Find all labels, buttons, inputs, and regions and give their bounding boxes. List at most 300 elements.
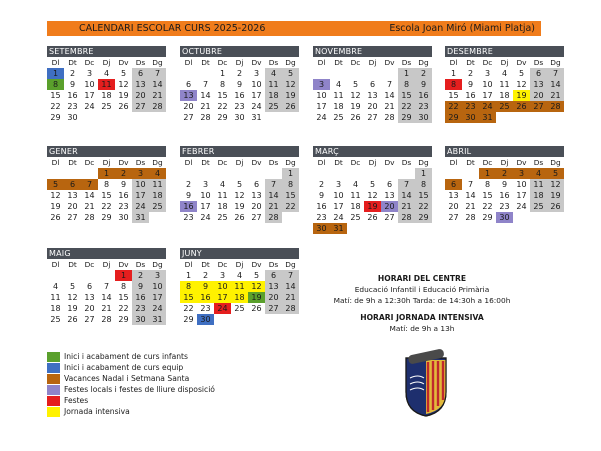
day-cell: 29 — [445, 112, 462, 123]
day-cell: 22 — [482, 202, 493, 211]
day-cell: 27 — [448, 213, 459, 222]
day-cell: 22 — [101, 202, 112, 211]
day-cell: 17 — [251, 91, 262, 100]
weekday-label: Dg — [152, 158, 163, 167]
day-cell: 3 — [253, 69, 260, 78]
day-cell: 19 — [364, 201, 381, 212]
day-cell: 12 — [516, 80, 527, 89]
weekday-label: Dl — [449, 58, 458, 67]
day-cell: 23 — [200, 304, 211, 313]
day-cell: 21 — [547, 90, 564, 101]
weekday-label: Dj — [102, 260, 111, 269]
day-cell: 22 — [282, 201, 299, 212]
weekday-header — [180, 57, 299, 68]
week-row — [445, 101, 564, 112]
month-octubre — [180, 46, 299, 123]
day-cell: 19 — [67, 304, 78, 313]
day-cell: 2 — [415, 68, 432, 79]
day-cell: 15 — [217, 91, 228, 100]
week-row — [47, 179, 166, 190]
day-cell: 22 — [217, 102, 228, 111]
weekday-label: Dg — [418, 158, 429, 167]
day-cell: 10 — [149, 281, 166, 292]
week-row — [180, 201, 299, 212]
day-cell: 25 — [350, 213, 361, 222]
weekday-label: Dv — [384, 58, 395, 67]
weekday-label: Dv — [251, 58, 262, 67]
day-cell: 20 — [530, 90, 547, 101]
day-cell: 8 — [398, 79, 415, 90]
day-cell: 15 — [398, 90, 415, 101]
week-row — [180, 281, 299, 292]
week-row — [445, 201, 564, 212]
weekday-label: Ds — [401, 158, 412, 167]
day-cell: 22 — [118, 304, 129, 313]
weekday-header — [445, 57, 564, 68]
day-cell: 13 — [180, 90, 197, 101]
week-row — [313, 223, 432, 234]
day-cell: 1 — [98, 168, 115, 179]
day-cell: 5 — [369, 180, 376, 189]
day-cell: 5 — [47, 179, 64, 190]
day-cell: 8 — [415, 179, 432, 190]
day-cell: 4 — [530, 168, 547, 179]
day-cell: 31 — [330, 223, 347, 234]
day-cell: 4 — [149, 168, 166, 179]
horari-line-2: Matí: de 9h a 12:30h Tarda: de 14:30h a 16:00h — [333, 296, 511, 305]
day-cell: 27 — [530, 101, 547, 112]
day-cell: 4 — [265, 68, 282, 79]
day-cell: 8 — [282, 179, 299, 190]
day-cell: 14 — [200, 91, 211, 100]
day-cell: 25 — [496, 101, 513, 112]
day-cell: 3 — [219, 271, 226, 280]
weekday-label: Dj — [368, 158, 377, 167]
day-cell: 16 — [316, 202, 327, 211]
day-cell: 13 — [384, 191, 395, 200]
day-cell: 20 — [448, 202, 459, 211]
month-febrer — [180, 146, 299, 223]
legend-swatch — [47, 352, 60, 362]
weekday-label: Dt — [68, 158, 77, 167]
day-cell: 15 — [415, 190, 432, 201]
weekday-label: Dt — [466, 158, 475, 167]
day-cell: 9 — [197, 281, 214, 292]
day-cell: 28 — [200, 113, 211, 122]
day-cell: 15 — [101, 191, 112, 200]
month-juny — [180, 248, 299, 325]
day-cell: 29 — [415, 212, 432, 223]
legend-swatch — [47, 374, 60, 384]
day-cell: 23 — [67, 102, 78, 111]
day-cell: 1 — [398, 68, 415, 79]
day-cell: 10 — [516, 180, 527, 189]
day-cell: 28 — [547, 101, 564, 112]
weekday-label: Dj — [235, 58, 244, 67]
day-cell: 10 — [214, 281, 231, 292]
day-cell: 19 — [513, 90, 530, 101]
school-shield-logo — [402, 348, 450, 418]
day-cell: 21 — [398, 201, 415, 212]
day-cell: 27 — [183, 113, 194, 122]
weekday-header — [47, 259, 166, 270]
day-cell: 10 — [84, 80, 95, 89]
day-cell: 14 — [282, 281, 299, 292]
day-cell: 26 — [350, 113, 361, 122]
day-cell: 17 — [84, 91, 95, 100]
day-cell: 13 — [448, 191, 459, 200]
day-cell: 20 — [251, 202, 262, 211]
horari-title: HORARI DEL CENTRE — [377, 274, 467, 283]
day-cell: 10 — [482, 80, 493, 89]
week-row — [313, 212, 432, 223]
day-cell: 9 — [69, 80, 76, 89]
day-cell: 8 — [120, 282, 127, 291]
day-cell: 30 — [132, 314, 149, 325]
day-cell: 10 — [316, 91, 327, 100]
day-cell: 1 — [115, 270, 132, 281]
day-cell: 4 — [52, 282, 59, 291]
week-row — [47, 314, 166, 325]
day-cell: 15 — [118, 293, 129, 302]
legend-label: Inici i acabament de curs infants — [64, 352, 188, 361]
weekday-label: Dl — [184, 260, 193, 269]
day-cell: 20 — [183, 102, 194, 111]
day-cell: 15 — [180, 292, 197, 303]
day-cell: 10 — [251, 80, 262, 89]
horari-intensiva-title: HORARI JORNADA INTENSIVA — [360, 313, 484, 322]
weekday-header — [47, 157, 166, 168]
day-cell: 13 — [67, 191, 78, 200]
weekday-label: Ds — [268, 158, 279, 167]
day-cell: 22 — [50, 102, 61, 111]
day-cell: 31 — [132, 212, 149, 223]
day-cell: 3 — [484, 69, 491, 78]
day-cell: 27 — [251, 213, 262, 222]
month-name: MAIG — [47, 248, 166, 259]
month-name: OCTUBRE — [180, 46, 299, 57]
day-cell: 27 — [84, 315, 95, 324]
weekday-label: Dj — [500, 158, 509, 167]
day-cell: 22 — [183, 304, 194, 313]
weekday-label: Dl — [184, 58, 193, 67]
day-cell: 9 — [120, 180, 127, 189]
legend — [47, 351, 215, 417]
week-row — [445, 179, 564, 190]
day-cell: 24 — [516, 202, 527, 211]
legend-label: Vacances Nadal i Setmana Santa — [64, 374, 190, 383]
day-cell: 4 — [103, 69, 110, 78]
day-cell: 18 — [231, 292, 248, 303]
week-row — [180, 292, 299, 303]
day-cell: 22 — [445, 101, 462, 112]
day-cell: 19 — [350, 102, 361, 111]
day-cell: 23 — [118, 202, 129, 211]
weekday-label: Ds — [533, 158, 544, 167]
day-cell: 16 — [465, 91, 476, 100]
day-cell: 11 — [350, 191, 361, 200]
day-cell: 28 — [398, 212, 415, 223]
weekday-label: Dc — [350, 58, 361, 67]
day-cell: 1 — [282, 168, 299, 179]
day-cell: 17 — [333, 202, 344, 211]
day-cell: 25 — [265, 101, 282, 112]
day-cell: 13 — [84, 293, 95, 302]
day-cell: 8 — [445, 79, 462, 90]
day-cell: 6 — [132, 68, 149, 79]
weekday-label: Dc — [482, 58, 493, 67]
day-cell: 14 — [384, 91, 395, 100]
day-cell: 30 — [496, 212, 513, 223]
day-cell: 30 — [234, 113, 245, 122]
day-cell: 6 — [386, 180, 393, 189]
day-cell: 18 — [149, 190, 166, 201]
day-cell: 4 — [352, 180, 359, 189]
week-row — [47, 79, 166, 90]
day-cell: 7 — [265, 179, 282, 190]
day-cell: 13 — [265, 281, 282, 292]
week-row — [47, 270, 166, 281]
day-cell: 24 — [84, 102, 95, 111]
day-cell: 24 — [333, 213, 344, 222]
week-row — [47, 101, 166, 112]
day-cell: 19 — [547, 190, 564, 201]
day-cell: 14 — [101, 293, 112, 302]
week-row — [180, 314, 299, 325]
weekday-label: Dv — [118, 58, 129, 67]
weekday-label: Dl — [51, 260, 60, 269]
day-cell: 19 — [282, 90, 299, 101]
weekday-header — [313, 157, 432, 168]
day-cell: 27 — [384, 213, 395, 222]
legend-item — [47, 395, 215, 406]
day-cell: 28 — [84, 213, 95, 222]
day-cell: 17 — [316, 102, 327, 111]
weekday-label: Dc — [84, 158, 95, 167]
month-maig — [47, 248, 166, 325]
day-cell: 24 — [132, 201, 149, 212]
weekday-label: Dl — [51, 158, 60, 167]
day-cell: 2 — [467, 69, 474, 78]
day-cell: 19 — [248, 292, 265, 303]
day-cell: 6 — [369, 80, 376, 89]
day-cell: 2 — [318, 180, 325, 189]
week-row — [313, 201, 432, 212]
day-cell: 30 — [67, 113, 78, 122]
day-cell: 5 — [120, 69, 127, 78]
day-cell: 15 — [282, 190, 299, 201]
day-cell: 26 — [118, 102, 129, 111]
day-cell: 30 — [118, 213, 129, 222]
weekday-label: Dv — [384, 158, 395, 167]
day-cell: 12 — [234, 191, 245, 200]
day-cell: 24 — [214, 303, 231, 314]
day-cell: 11 — [499, 80, 510, 89]
day-cell: 3 — [335, 180, 342, 189]
month-abril — [445, 146, 564, 223]
day-cell: 25 — [149, 201, 166, 212]
day-cell: 1 — [219, 69, 226, 78]
day-cell: 2 — [69, 69, 76, 78]
day-cell: 29 — [398, 112, 415, 123]
legend-item — [47, 373, 215, 384]
day-cell: 1 — [47, 68, 64, 79]
day-cell: 21 — [265, 201, 282, 212]
weekday-label: Dj — [235, 158, 244, 167]
day-cell: 6 — [530, 68, 547, 79]
day-cell: 11 — [265, 79, 282, 90]
week-row — [47, 292, 166, 303]
day-cell: 27 — [367, 113, 378, 122]
day-cell: 5 — [282, 68, 299, 79]
day-cell: 29 — [183, 315, 194, 324]
day-cell: 28 — [282, 303, 299, 314]
day-cell: 18 — [50, 304, 61, 313]
weekday-label: Dc — [482, 158, 493, 167]
day-cell: 9 — [501, 180, 508, 189]
day-cell: 14 — [149, 79, 166, 90]
week-row — [47, 90, 166, 101]
day-cell: 20 — [67, 202, 78, 211]
day-cell: 10 — [200, 191, 211, 200]
day-cell: 12 — [248, 281, 265, 292]
weekday-label: Dg — [152, 260, 163, 269]
day-cell: 25 — [101, 102, 112, 111]
month-marc — [313, 146, 432, 234]
school-name: Escola Joan Miró (Miami Platja) — [389, 23, 535, 34]
week-row — [47, 201, 166, 212]
day-cell: 7 — [467, 180, 474, 189]
weekday-label: Ds — [268, 58, 279, 67]
day-cell: 12 — [67, 293, 78, 302]
week-row — [445, 212, 564, 223]
month-name: FEBRER — [180, 146, 299, 157]
day-cell: 5 — [352, 80, 359, 89]
day-cell: 1 — [415, 168, 432, 179]
weekday-label: Dj — [102, 158, 111, 167]
day-cell: 28 — [265, 212, 282, 223]
day-cell: 27 — [67, 213, 78, 222]
week-row — [47, 212, 166, 223]
day-cell: 18 — [101, 91, 112, 100]
day-cell: 18 — [530, 190, 547, 201]
day-cell: 17 — [200, 202, 211, 211]
month-name: SETEMBRE — [47, 46, 166, 57]
week-row — [445, 68, 564, 79]
weekday-label: Dg — [550, 158, 561, 167]
legend-item — [47, 351, 215, 362]
legend-swatch — [47, 407, 60, 417]
day-cell: 5 — [253, 271, 260, 280]
horari-line-1: Educació Infantil i Educació Primària — [354, 285, 490, 294]
day-cell: 29 — [50, 113, 61, 122]
day-cell: 14 — [84, 191, 95, 200]
weekday-label: Dl — [317, 158, 326, 167]
day-cell: 30 — [415, 112, 432, 123]
day-cell: 18 — [499, 91, 510, 100]
week-row — [445, 79, 564, 90]
week-row — [180, 179, 299, 190]
day-cell: 28 — [149, 101, 166, 112]
weekday-label: Dv — [516, 158, 527, 167]
day-cell: 25 — [234, 304, 245, 313]
day-cell: 21 — [84, 202, 95, 211]
week-row — [180, 112, 299, 123]
horari-centre — [300, 273, 544, 334]
day-cell: 4 — [236, 271, 243, 280]
weekday-label: Dt — [201, 58, 210, 67]
day-cell: 16 — [499, 191, 510, 200]
day-cell: 16 — [67, 91, 78, 100]
day-cell: 13 — [132, 79, 149, 90]
weekday-label: Dj — [102, 58, 111, 67]
week-row — [180, 303, 299, 314]
month-name: DESEMBRE — [445, 46, 564, 57]
day-cell: 9 — [415, 79, 432, 90]
day-cell: 10 — [333, 191, 344, 200]
weekday-label: Ds — [533, 58, 544, 67]
day-cell: 16 — [118, 191, 129, 200]
day-cell: 6 — [185, 80, 192, 89]
weekday-header — [180, 157, 299, 168]
weekday-label: Dg — [418, 58, 429, 67]
week-row — [180, 270, 299, 281]
week-row — [180, 101, 299, 112]
day-cell: 18 — [265, 90, 282, 101]
week-row — [313, 179, 432, 190]
day-cell: 27 — [265, 303, 282, 314]
weekday-label: Dl — [51, 58, 60, 67]
weekday-label: Dv — [118, 260, 129, 269]
day-cell: 4 — [501, 69, 508, 78]
day-cell: 14 — [265, 190, 282, 201]
weekday-label: Dv — [251, 158, 262, 167]
day-cell: 23 — [132, 303, 149, 314]
day-cell: 6 — [253, 180, 260, 189]
day-cell: 2 — [185, 180, 192, 189]
day-cell: 15 — [50, 91, 61, 100]
day-cell: 14 — [547, 79, 564, 90]
weekday-label: Dt — [334, 58, 343, 67]
weekday-header — [445, 157, 564, 168]
legend-label: Festes locals i festes de lliure disposició — [64, 385, 215, 394]
day-cell: 20 — [381, 201, 398, 212]
day-cell: 25 — [50, 315, 61, 324]
weekday-label: Dt — [68, 260, 77, 269]
weekday-label: Ds — [135, 58, 146, 67]
month-name: MARÇ — [313, 146, 432, 157]
day-cell: 11 — [217, 191, 228, 200]
day-cell: 21 — [149, 90, 166, 101]
day-cell: 26 — [50, 213, 61, 222]
day-cell: 5 — [236, 180, 243, 189]
day-cell: 12 — [282, 79, 299, 90]
legend-swatch — [47, 385, 60, 395]
week-row — [445, 190, 564, 201]
day-cell: 29 — [217, 113, 228, 122]
day-cell: 18 — [350, 202, 361, 211]
day-cell: 5 — [547, 168, 564, 179]
day-cell: 26 — [67, 315, 78, 324]
week-row — [180, 168, 299, 179]
weekday-header — [180, 259, 299, 270]
day-cell: 11 — [50, 293, 61, 302]
day-cell: 7 — [386, 80, 393, 89]
weekday-label: Dt — [68, 58, 77, 67]
day-cell: 12 — [350, 91, 361, 100]
day-cell: 26 — [367, 213, 378, 222]
day-cell: 5 — [518, 69, 525, 78]
